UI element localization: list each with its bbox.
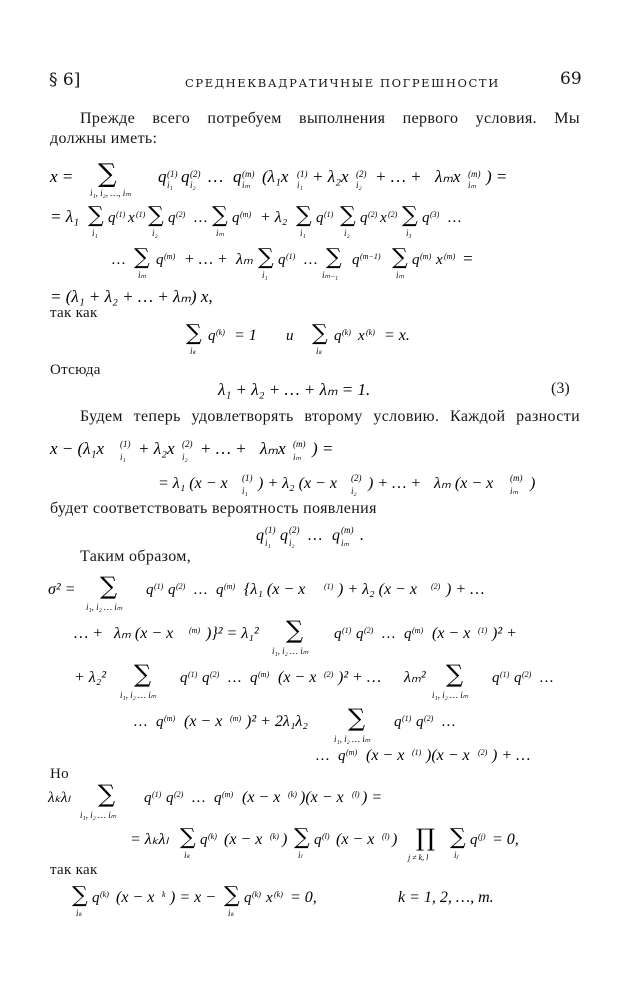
paragraph-line: Отсюда (50, 362, 101, 378)
paragraph-line: будет соответствовать вероятность появления (50, 500, 377, 517)
svg-text:) =: ) = (486, 167, 508, 186)
svg-text:(k): (k) (270, 832, 279, 841)
svg-text:= λ₁: = λ₁ (50, 207, 79, 226)
svg-text:(2): (2) (478, 748, 488, 757)
svg-text:(l): (l) (382, 832, 390, 841)
svg-text:) + … +: ) + … + (368, 475, 422, 492)
section-number: § 6] (49, 70, 81, 90)
equation-line (50, 282, 450, 313)
svg-text:(1): (1) (136, 210, 146, 219)
svg-text:) + λ₂ (x − x: ) + λ₂ (x − x (338, 581, 417, 598)
svg-text:q: q (156, 252, 164, 268)
svg-text:(2): (2) (431, 582, 441, 591)
svg-text:x =: x = (50, 167, 74, 186)
svg-text:i₁, i₂ … iₘ: i₁, i₂ … iₘ (120, 690, 157, 700)
equation-line (130, 822, 590, 871)
svg-text:iₖ: iₖ (228, 908, 235, 918)
svg-text:iₖ: iₖ (316, 346, 323, 356)
paragraph-line: Прежде всего потребуем выполнения первого условия. Мы (80, 110, 580, 127)
svg-text:(k): (k) (252, 890, 261, 899)
svg-text:x: x (380, 210, 387, 226)
svg-text:q: q (214, 790, 222, 806)
svg-text:(1): (1) (120, 439, 131, 449)
svg-text:(1): (1) (342, 626, 352, 635)
svg-text:q: q (146, 582, 154, 598)
svg-text:λₘx: λₘx (435, 167, 461, 186)
svg-text:(k): (k) (288, 790, 297, 799)
svg-text:∑: ∑ (72, 883, 88, 908)
svg-text:)² + …: )² + … (338, 669, 382, 686)
svg-text:(3): (3) (430, 210, 440, 219)
svg-text:q: q (334, 328, 342, 344)
svg-text:i₂: i₂ (289, 538, 295, 548)
svg-text:i₁, i₂ … iₘ: i₁, i₂ … iₘ (334, 734, 371, 744)
svg-text:q: q (181, 167, 190, 186)
svg-text:(x − x: (x − x (366, 747, 405, 764)
svg-text:k = 1, 2, …, m.: k = 1, 2, …, m. (398, 889, 494, 906)
svg-text:∑: ∑ (98, 780, 116, 808)
svg-text:(1): (1) (478, 626, 488, 635)
svg-text:(m): (m) (468, 169, 481, 179)
paragraph-line: так как (50, 862, 98, 878)
svg-text:= 1: = 1 (234, 327, 257, 344)
svg-text:i₁, i₂ … iₘ: i₁, i₂ … iₘ (272, 646, 309, 656)
svg-text:q: q (316, 210, 324, 226)
svg-text:=: = (462, 249, 474, 268)
svg-text:λₘ (x − x: λₘ (x − x (434, 475, 494, 492)
paragraph-line: так как (50, 305, 98, 321)
svg-text:) + λ₂ (x − x: ) + λ₂ (x − x (258, 475, 337, 492)
svg-text:…: … (228, 670, 242, 686)
svg-text:= (λ₁ + λ₂ + … + λₘ) x,: = (λ₁ + λ₂ + … + λₘ) x, (50, 287, 213, 306)
svg-text:(2): (2) (424, 714, 434, 723)
svg-text:(1): (1) (242, 473, 253, 483)
svg-text:(2): (2) (176, 582, 186, 591)
svg-text:(2): (2) (182, 439, 193, 449)
svg-text:= λₖλₗ: = λₖλₗ (130, 831, 169, 848)
svg-text:iₖ: iₖ (184, 850, 191, 860)
svg-text:(2): (2) (356, 169, 367, 179)
svg-text:i₁, i₂ … iₘ: i₁, i₂ … iₘ (432, 690, 469, 700)
svg-text:(m−1): (m−1) (360, 252, 381, 261)
svg-text:iₘ: iₘ (242, 180, 251, 190)
svg-text:(2): (2) (190, 169, 201, 179)
svg-text:q: q (280, 527, 288, 544)
svg-text:iⱼ: iⱼ (454, 850, 459, 860)
svg-text:(m): (m) (444, 252, 456, 261)
equation-line (48, 660, 588, 705)
svg-text:q: q (168, 210, 176, 226)
svg-text:): ) (392, 831, 398, 848)
svg-text:q: q (180, 670, 188, 686)
svg-text:= 0,: = 0, (492, 831, 519, 848)
svg-text:∑: ∑ (134, 245, 150, 270)
svg-text:i₁, i₂, …, iₘ: i₁, i₂, …, iₘ (90, 188, 131, 198)
equation-line (48, 616, 588, 661)
svg-text:(1): (1) (324, 582, 334, 591)
svg-text:…: … (194, 582, 208, 598)
svg-text:(2): (2) (364, 626, 374, 635)
svg-text:(k): (k) (342, 328, 351, 337)
svg-text:(l): (l) (352, 790, 360, 799)
svg-text:q: q (412, 252, 420, 268)
svg-text:λₘ: λₘ (236, 251, 253, 268)
svg-text:q: q (158, 167, 167, 186)
svg-text:(k): (k) (274, 890, 283, 899)
equation-line (48, 738, 588, 777)
svg-text:(2): (2) (522, 670, 532, 679)
svg-text:(m): (m) (240, 210, 252, 219)
svg-text:= 0,: = 0, (290, 889, 317, 906)
svg-text:i₁: i₁ (92, 228, 98, 238)
svg-text:i₂: i₂ (351, 486, 357, 496)
svg-text:∑: ∑ (340, 203, 356, 228)
svg-text:) + …: ) + … (492, 747, 531, 764)
svg-text:σ² =: σ² = (48, 581, 76, 598)
svg-text:(m): (m) (189, 626, 201, 635)
equation-line (218, 375, 478, 406)
svg-text:q: q (144, 790, 152, 806)
equation-line (50, 242, 590, 285)
svg-text:q: q (332, 527, 340, 544)
svg-text:∑: ∑ (446, 660, 464, 688)
svg-text:… +: … + (74, 625, 104, 642)
svg-text:(1): (1) (402, 714, 412, 723)
svg-text:+ … +: + … + (200, 439, 247, 458)
svg-text:i₂: i₂ (356, 180, 362, 190)
svg-text:i₁: i₁ (120, 452, 126, 462)
svg-text:λₘ²: λₘ² (404, 669, 426, 686)
svg-text:q: q (334, 626, 342, 642)
svg-text:= λ₁ (x − x: = λ₁ (x − x (158, 475, 228, 492)
svg-text:q: q (360, 210, 368, 226)
svg-text:…: … (194, 210, 208, 226)
svg-text:q: q (256, 527, 264, 544)
svg-text:λₘ (x − x: λₘ (x − x (114, 625, 174, 642)
equation-number: (3) (551, 380, 570, 397)
svg-text:)(x − x: )(x − x (300, 789, 344, 806)
svg-text:q: q (156, 714, 164, 730)
svg-text:(1): (1) (286, 252, 296, 261)
svg-text:…: … (442, 714, 456, 730)
svg-text:(x − x: (x − x (432, 625, 471, 642)
svg-text:) + …: ) + … (446, 581, 485, 598)
svg-text:iₖ: iₖ (190, 346, 197, 356)
svg-text:iₘ: iₘ (138, 270, 147, 280)
svg-text:(m): (m) (230, 714, 242, 723)
svg-text:(k): (k) (216, 328, 225, 337)
svg-text:и: и (286, 328, 294, 344)
svg-text:(x − x: (x − x (224, 831, 263, 848)
svg-text:∑: ∑ (296, 203, 312, 228)
svg-text:j ≠ k, l: j ≠ k, l (408, 853, 429, 862)
svg-text:(1): (1) (324, 210, 334, 219)
svg-text:q: q (356, 626, 364, 642)
svg-text:(2): (2) (351, 473, 362, 483)
svg-text:∑: ∑ (224, 883, 240, 908)
svg-text:k: k (162, 890, 166, 899)
svg-text:i₁: i₁ (262, 270, 268, 280)
svg-text:iₘ₋₁: iₘ₋₁ (322, 270, 338, 280)
svg-text:+ λ₂: + λ₂ (260, 209, 288, 226)
svg-text:i₃: i₃ (406, 228, 412, 238)
paragraph-line: Но (50, 766, 69, 782)
svg-text:(x − x: (x − x (116, 889, 155, 906)
svg-text:+ λ₂x: + λ₂x (312, 167, 349, 186)
svg-text:i₁: i₁ (242, 486, 248, 496)
svg-text:) = x −: ) = x − (170, 889, 217, 906)
svg-text:x: x (436, 252, 443, 268)
equation-line (50, 200, 590, 243)
svg-text:(m): (m) (412, 626, 424, 635)
svg-text:iₘ: iₘ (341, 538, 350, 548)
svg-text:iₘ: iₘ (216, 228, 225, 238)
svg-text:(1): (1) (500, 670, 510, 679)
svg-text:q: q (514, 670, 522, 686)
svg-text:)² + 2λ₁λ₂: )² + 2λ₁λ₂ (246, 713, 308, 730)
svg-text:∑: ∑ (212, 203, 228, 228)
svg-text:q: q (200, 832, 208, 848)
svg-text:…: … (448, 210, 462, 226)
svg-text:{λ₁ (x − x: {λ₁ (x − x (244, 581, 306, 598)
svg-text:q: q (422, 210, 430, 226)
svg-text:λ₁ + λ₂ + … + λₘ = 1.: λ₁ + λ₂ + … + λₘ = 1. (218, 380, 371, 399)
svg-text:= x.: = x. (384, 327, 410, 344)
svg-text:(j): (j) (478, 832, 486, 841)
svg-text:(1): (1) (297, 169, 308, 179)
svg-text:∑: ∑ (312, 321, 328, 346)
svg-text:q: q (168, 582, 176, 598)
svg-text:(m): (m) (222, 790, 234, 799)
svg-text:iₘ: iₘ (396, 270, 405, 280)
paragraph-line: Будем теперь удовлетворять второму условию. Каждой разности (80, 408, 580, 425)
equation-line (72, 880, 592, 929)
svg-text:iₘ: iₘ (293, 452, 302, 462)
svg-text:∑: ∑ (148, 203, 164, 228)
page-number: 69 (560, 69, 582, 89)
svg-text:(x − x: (x − x (278, 669, 317, 686)
svg-text:(x − x: (x − x (242, 789, 281, 806)
svg-text:q: q (278, 252, 286, 268)
svg-text:∑: ∑ (326, 245, 342, 270)
svg-text:(2): (2) (210, 670, 220, 679)
svg-text:λₘx: λₘx (260, 439, 286, 458)
svg-text:∑: ∑ (402, 203, 418, 228)
svg-text:(m): (m) (242, 169, 255, 179)
paragraph-line: должны иметь: (50, 130, 158, 147)
svg-text:(x − x: (x − x (336, 831, 375, 848)
svg-text:q: q (338, 748, 346, 764)
svg-text:+ λ₂x: + λ₂x (138, 439, 175, 458)
svg-text:q: q (232, 210, 240, 226)
svg-text:(1): (1) (412, 748, 422, 757)
svg-text:q: q (244, 890, 252, 906)
svg-text:∑: ∑ (186, 321, 202, 346)
svg-text:q: q (208, 328, 216, 344)
equation-line (186, 318, 486, 363)
svg-text:q: q (92, 890, 100, 906)
svg-text:iₗ: iₗ (298, 850, 302, 860)
svg-text:iₘ: iₘ (468, 180, 477, 190)
svg-text:q: q (492, 670, 500, 686)
svg-text:q: q (250, 670, 258, 686)
svg-text:q: q (202, 670, 210, 686)
svg-text:x: x (358, 328, 365, 344)
svg-text:(m): (m) (341, 525, 354, 535)
svg-text:∑: ∑ (88, 203, 104, 228)
svg-text:(m): (m) (346, 748, 358, 757)
svg-text:(1): (1) (154, 582, 164, 591)
svg-text:+ … +: + … + (375, 167, 422, 186)
equation-line (256, 518, 396, 557)
svg-text:(k): (k) (366, 328, 375, 337)
svg-text:…: … (308, 527, 323, 544)
svg-text:∑: ∑ (450, 825, 466, 850)
svg-text:∑: ∑ (258, 245, 274, 270)
svg-text:…: … (540, 670, 554, 686)
svg-text:q: q (352, 252, 360, 268)
svg-text:)}² = λ₁²: )}² = λ₁² (206, 625, 259, 642)
svg-text:i₁: i₁ (265, 538, 271, 548)
svg-text:…: … (316, 748, 330, 764)
svg-text:(1): (1) (188, 670, 198, 679)
svg-text:i₁: i₁ (167, 180, 173, 190)
svg-text:(1): (1) (116, 210, 126, 219)
svg-text:(m): (m) (164, 714, 176, 723)
svg-text:i₂: i₂ (152, 228, 158, 238)
svg-text:): ) (530, 475, 536, 492)
svg-text:(m): (m) (258, 670, 270, 679)
svg-text:(x − x: (x − x (184, 713, 223, 730)
svg-text:(2): (2) (388, 210, 398, 219)
svg-text:.: . (360, 527, 364, 544)
svg-text:∑: ∑ (392, 245, 408, 270)
svg-text:i₂: i₂ (182, 452, 188, 462)
equation-line (50, 160, 590, 203)
svg-text:(m): (m) (510, 473, 523, 483)
svg-text:…: … (382, 626, 396, 642)
running-title: СРЕДНЕКВАДРАТИЧНЫЕ ПОГРЕШНОСТИ (185, 76, 500, 90)
svg-text:(m): (m) (224, 582, 236, 591)
svg-text:(m): (m) (420, 252, 432, 261)
svg-text:…: … (112, 252, 126, 268)
svg-text:x − (λ₁x: x − (λ₁x (50, 439, 104, 458)
svg-text:(1): (1) (167, 169, 178, 179)
svg-text:i₂: i₂ (344, 228, 350, 238)
svg-text:λₖλₗ: λₖλₗ (48, 790, 70, 806)
svg-text:(k): (k) (100, 890, 109, 899)
svg-text:)² +: )² + (492, 625, 517, 642)
svg-text:x: x (266, 890, 273, 906)
svg-text:): ) (282, 831, 288, 848)
svg-text:q: q (416, 714, 424, 730)
svg-text:iₘ: iₘ (510, 486, 519, 496)
svg-text:) =: ) = (362, 789, 383, 806)
svg-text:q: q (108, 210, 116, 226)
svg-text:(2): (2) (176, 210, 186, 219)
svg-text:∑: ∑ (294, 825, 310, 850)
svg-text:…: … (208, 167, 224, 186)
svg-text:∑: ∑ (98, 159, 117, 189)
paragraph-line: Таким образом, (80, 548, 192, 565)
svg-text:∑: ∑ (134, 660, 152, 688)
svg-text:…: … (134, 714, 148, 730)
svg-text:(1): (1) (152, 790, 162, 799)
svg-text:(2): (2) (174, 790, 184, 799)
svg-text:i₁: i₁ (300, 228, 306, 238)
svg-text:i₂: i₂ (190, 180, 196, 190)
svg-text:) =: ) = (312, 439, 334, 458)
svg-text:i₁: i₁ (297, 180, 303, 190)
svg-text:q: q (404, 626, 412, 642)
svg-text:iₖ: iₖ (76, 908, 83, 918)
svg-text:+ … +: + … + (184, 251, 228, 268)
svg-text:…: … (192, 790, 206, 806)
svg-text:∑: ∑ (180, 825, 196, 850)
svg-text:∑: ∑ (286, 616, 304, 644)
svg-text:q: q (233, 167, 242, 186)
svg-text:∑: ∑ (348, 704, 366, 732)
svg-text:q: q (314, 832, 322, 848)
svg-text:(2): (2) (324, 670, 334, 679)
svg-text:(1): (1) (265, 525, 276, 535)
svg-text:x: x (128, 210, 135, 226)
svg-text:(m): (m) (293, 439, 306, 449)
svg-text:q: q (394, 714, 402, 730)
svg-text:i₁, i₂ … iₘ: i₁, i₂ … iₘ (80, 810, 117, 820)
svg-text:i₁, i₂ … iₘ: i₁, i₂ … iₘ (86, 602, 123, 612)
svg-text:(l): (l) (322, 832, 330, 841)
svg-text:(k): (k) (208, 832, 217, 841)
svg-text:(2): (2) (368, 210, 378, 219)
svg-text:)(x − x: )(x − x (426, 747, 470, 764)
svg-text:(λ₁x: (λ₁x (262, 167, 289, 186)
svg-text:q: q (470, 832, 478, 848)
svg-text:(2): (2) (289, 525, 300, 535)
svg-text:(m): (m) (164, 252, 176, 261)
svg-text:+ λ₂²: + λ₂² (74, 669, 107, 686)
svg-text:∏: ∏ (416, 824, 436, 852)
svg-text:…: … (304, 252, 318, 268)
svg-text:∑: ∑ (100, 572, 118, 600)
svg-text:q: q (216, 582, 224, 598)
svg-text:q: q (166, 790, 174, 806)
equation-line (48, 572, 588, 617)
